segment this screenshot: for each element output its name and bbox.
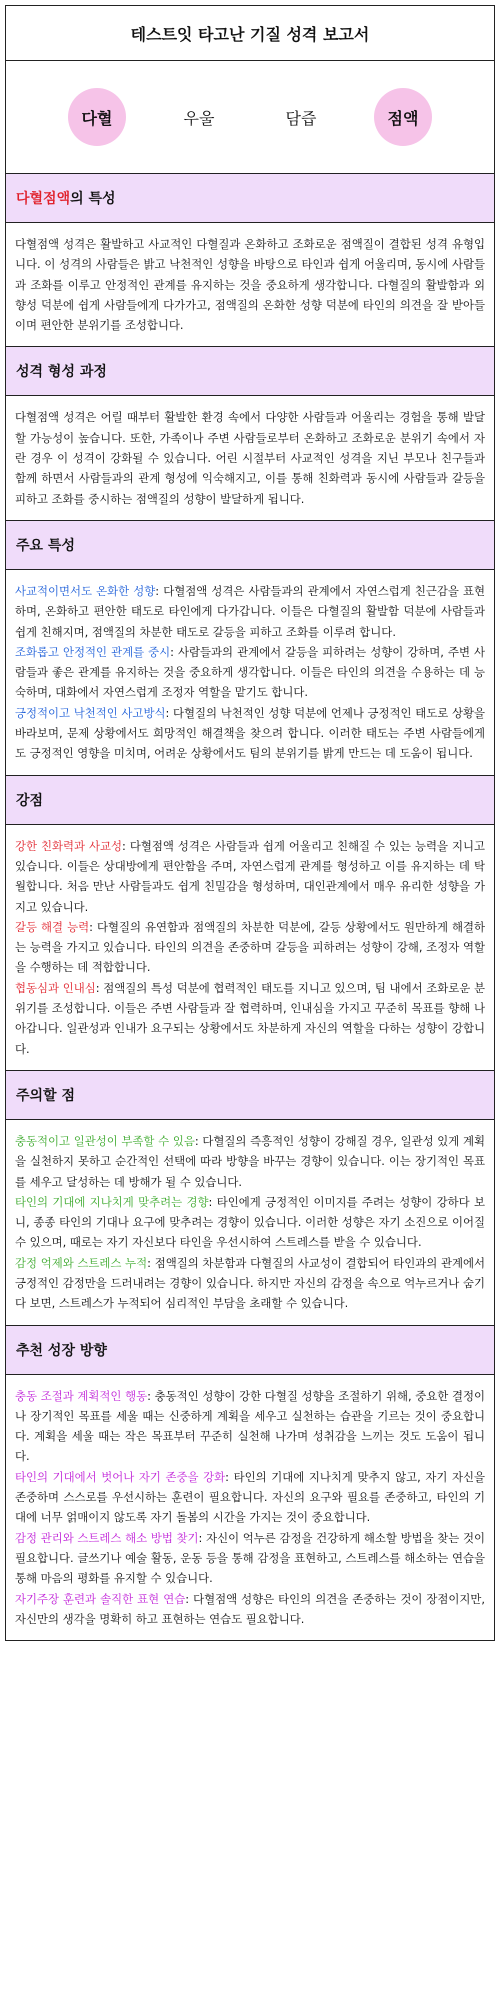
item-keyword: 타인의 기대에서 벗어나 자기 존중을 강화: [15, 1469, 226, 1484]
section-body-growth: [6, 1375, 494, 1641]
item-text: : 다혈질의 즉흥적인 성향이 강해질 경우, 일관성 있게 계획을 실천하지 못하고 순간적인 선택에 따라 방향을 바꾸는 경향이 있습니다. 이는 장기적인 목표를 세우고 달성하는 데 방해가 될 수 있습니다.: [15, 1133, 485, 1189]
tab-sanguine[interactable]: 다혈: [68, 88, 126, 146]
list-item: [15, 1192, 485, 1253]
traits-title-highlight: 다혈점액: [16, 191, 71, 207]
temperament-tabs: [6, 61, 494, 174]
item-text: : 점액질의 특성 덕분에 협력적인 태도를 지니고 있으며, 팀 내에서 조화로운 분위기를 조성합니다. 이들은 주변 사람들과 잘 협력하며, 인내심을 가지고 꾸준히 목표를 향해 나아갑니다. 일관성과 인내가 요구되는 상황에서도 차분하게 자신의 역할을 다하는 성향이 강합니다.: [15, 980, 485, 1056]
item-text: : 다혈질의 낙천적인 성향 덕분에 언제나 긍정적인 태도로 상황을 바라보며, 문제 상황에서도 희망적인 해결책을 찾으려 합니다. 이러한 태도는 주변 사람들에게도 긍정적인 영향을 미치며, 어려운 상황에서도 팀의 분위기를 밝게 만드는 데 도움이 됩니다.: [15, 705, 485, 761]
section-body-strengths: [6, 825, 494, 1071]
item-text: : 다혈점액 성격은 사람들과의 관계에서 자연스럽게 친근감을 표현하며, 온화하고 편안한 태도로 타인에게 다가갑니다. 이들은 다혈질의 활발함 덕분에 사람들과 쉽게 친해지며, 점액질의 차분한 태도로 갈등을 피하고 조화를 이루려 합니다.: [15, 583, 485, 639]
list-item: [15, 978, 485, 1059]
section-title-formation: 성격 형성 과정: [6, 347, 494, 396]
tab-phlegmatic[interactable]: 점액: [374, 88, 432, 146]
section-body-formation: 다혈점액 성격은 어릴 때부터 활발한 환경 속에서 다양한 사람들과 어울리는 경험을 통해 발달할 가능성이 높습니다. 또한, 가족이나 주변 사람들로부터 온화하고 조화로운 분위기 속에서 자란 경우 이 성격이 강화될 수 있습니다. 어린 시절부터 사교적인 성격을 지닌 부모나 친구들과 함께 하면서 사람들과의 관계 형성에 익숙해지고, 이를 통해 친화력과 동시에 사람들과 갈등을 피하고 조화를 중시하는 점액질의 성향이 발달하게 됩니다.: [6, 396, 494, 520]
item-keyword: 감정 억제와 스트레스 누적: [15, 1255, 148, 1270]
item-keyword: 강한 친화력과 사교성: [15, 838, 123, 853]
list-item: [15, 1131, 485, 1192]
section-title-main: 주요 특성: [6, 521, 494, 570]
item-keyword: 갈등 해결 능력: [15, 919, 90, 934]
tab-choleric[interactable]: 담즙: [285, 108, 317, 128]
item-keyword: 충동적이고 일관성이 부족할 수 있음: [15, 1133, 195, 1148]
item-text: : 충동적인 성향이 강한 다혈질 성향을 조절하기 위해, 중요한 결정이나 장기적인 목표를 세울 때는 신중하게 계획을 세우고 실천하는 습관을 기르는 것이 중요합니다. 계획을 세울 때는 작은 목표부터 꾸준히 실천해 나가며 성취감을 느끼는 것도 도움이 됩니다.: [15, 1388, 485, 1464]
list-item: [15, 1467, 485, 1528]
section-title-growth: 추천 성장 방향: [6, 1326, 494, 1375]
item-keyword: 자기주장 훈련과 솔직한 표현 연습: [15, 1591, 186, 1606]
list-item: [15, 1528, 485, 1589]
section-body-main: [6, 570, 494, 776]
item-text: : 사람들과의 관계에서 갈등을 피하려는 성향이 강하며, 주변 사람들과 좋은 관계를 유지하는 것을 중요하게 생각합니다. 이들은 타인의 의견을 수용하는 데 능숙하며, 대화에서 자연스럽게 조정자 역할을 맡기도 합니다.: [15, 644, 485, 700]
section-title-strengths: 강점: [6, 776, 494, 825]
list-item: [15, 917, 485, 978]
tab-melancholic[interactable]: 우울: [183, 108, 215, 128]
item-text: : 타인의 기대에 지나치게 맞추지 않고, 자기 자신을 존중하며 스스로를 우선시하는 훈련이 필요합니다. 자신의 요구와 필요를 존중하고, 타인의 기대에 너무 얽매이지 않도록 자기 돌봄의 시간을 가지는 것이 중요합니다.: [15, 1469, 486, 1525]
report-title: 테스트잇 타고난 기질 성격 보고서: [6, 6, 494, 61]
item-text: : 다혈질의 유연함과 점액질의 차분한 덕분에, 갈등 상황에서도 원만하게 해결하는 능력을 가지고 있습니다. 타인의 의견을 존중하며 갈등을 피하려는 성향이 강해, 조정자 역할을 수행하는 데 적합합니다.: [15, 919, 486, 975]
traits-title-rest: 의 특성: [70, 191, 116, 207]
item-text: : 자신이 억누른 감정을 건강하게 해소할 방법을 찾는 것이 필요합니다. 글쓰기나 예술 활동, 운동 등을 통해 감정을 표현하고, 스트레스를 해소하는 연습을 통해 마음의 평화를 유지할 수 있습니다.: [15, 1530, 485, 1586]
item-keyword: 긍정적이고 낙천적인 사고방식: [15, 705, 166, 720]
item-text: : 다혈점액 성향은 타인의 의견을 존중하는 것이 장점이지만, 자신만의 생각을 명확히 하고 표현하는 연습도 필요합니다.: [15, 1591, 486, 1626]
item-keyword: 조화롭고 안정적인 관계를 중시: [15, 644, 171, 659]
report-page: [5, 5, 495, 1641]
item-text: : 타인에게 긍정적인 이미지를 주려는 성향이 강하다 보니, 종종 타인의 기대나 요구에 맞추려는 경향이 있습니다. 이러한 성향은 자기 소진으로 이어질 수 있으며, 때로는 자기 자신보다 타인을 우선시하여 스트레스를 받을 수 있습니다.: [15, 1194, 485, 1250]
item-keyword: 충동 조절과 계획적인 행동: [15, 1388, 148, 1403]
list-item: [15, 642, 485, 703]
item-keyword: 협동심과 인내심: [15, 980, 96, 995]
list-item: [15, 836, 485, 917]
item-keyword: 사교적이면서도 온화한 성향: [15, 583, 156, 598]
list-item: [15, 1589, 485, 1630]
section-body-traits: 다혈점액 성격은 활발하고 사교적인 다혈질과 온화하고 조화로운 점액질이 결합된 성격 유형입니다. 이 성격의 사람들은 밝고 낙천적인 성향을 바탕으로 타인과 쉽게 어울리며, 동시에 사람들과 조화를 이루고 안정적인 관계를 유지하는 것을 중요하게 생각합니다. 다혈질의 활발함과 외향성 덕분에 쉽게 사람들에게 다가가고, 점액질의 온화한 성향 덕분에 타인의 의견을 잘 받아들이며 편안한 분위기를 조성합니다.: [6, 223, 494, 347]
section-title-cautions: 주의할 점: [6, 1071, 494, 1120]
item-text: : 다혈점액 성격은 사람들과 쉽게 어울리고 친해질 수 있는 능력을 지니고 있습니다. 이들은 상대방에게 편안함을 주며, 자연스럽게 관계를 형성하고 이를 유지하는 데 탁월합니다. 처음 만난 사람들과도 쉽게 친밀감을 형성하며, 대인관계에서 매우 유리한 성향을 가지고 있습니다.: [15, 838, 485, 914]
item-text: : 점액질의 차분함과 다혈질의 사교성이 결합되어 타인과의 관계에서 긍정적인 감정만을 드러내려는 경향이 있습니다. 하지만 자신의 감정을 속으로 억누르거나 숨기다 보면, 스트레스가 누적되어 심리적인 부담을 초래할 수 있습니다.: [15, 1255, 486, 1311]
list-item: [15, 1253, 485, 1314]
item-keyword: 감정 관리와 스트레스 해소 방법 찾기: [15, 1530, 199, 1545]
list-item: [15, 703, 485, 764]
section-body-cautions: [6, 1120, 494, 1326]
item-keyword: 타인의 기대에 지나치게 맞추려는 경향: [15, 1194, 209, 1209]
list-item: [15, 581, 485, 642]
list-item: [15, 1386, 485, 1467]
section-title-traits: [6, 174, 494, 223]
